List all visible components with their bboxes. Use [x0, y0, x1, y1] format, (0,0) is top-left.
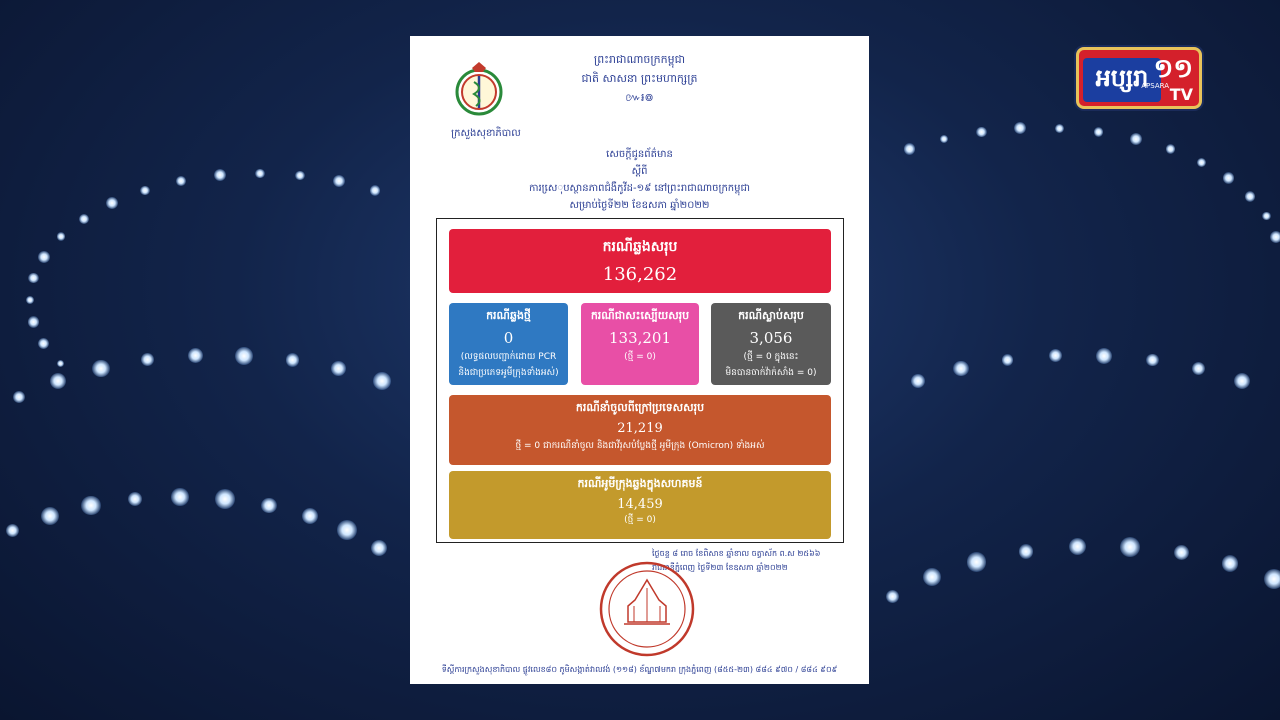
- light-dot: [128, 492, 142, 506]
- community-value: 14,459: [617, 497, 663, 512]
- light-dot: [57, 360, 64, 367]
- total-cases-card: [449, 229, 831, 293]
- new-cases-note: (លទ្ធផលបញ្ជាក់ដោយ PCR: [460, 352, 557, 362]
- light-dot: [1014, 122, 1026, 134]
- light-dot: [261, 498, 276, 513]
- light-dot: [215, 489, 235, 509]
- ornament-line: ៚៛៙: [625, 91, 654, 104]
- light-dot: [188, 348, 204, 364]
- light-dot: [6, 524, 19, 537]
- deaths-value: 3,056: [749, 329, 793, 347]
- deaths-note: មិនបានចាក់វ៉ាក់សាំង = 0): [725, 368, 817, 378]
- light-dot: [140, 186, 149, 195]
- light-dot: [50, 373, 66, 389]
- light-dot: [214, 169, 226, 181]
- statistics-panel: [436, 218, 844, 543]
- light-dot: [1174, 545, 1189, 560]
- covid-report-document: [410, 36, 869, 684]
- light-dot: [923, 568, 941, 586]
- new-cases-value: 0: [503, 329, 514, 347]
- light-dot: [1245, 191, 1255, 201]
- light-dot: [331, 361, 346, 376]
- light-dot: [1049, 349, 1063, 363]
- light-dot: [904, 143, 916, 155]
- light-dot: [1270, 231, 1280, 243]
- kingdom-line: ព្រះរាជាណាចក្រកម្ពុជា: [593, 53, 686, 66]
- channel-logo-tv: TV: [1169, 85, 1193, 104]
- light-dot: [1094, 127, 1104, 137]
- channel-logo-small-text: APSARA: [1141, 82, 1169, 90]
- light-dot: [41, 507, 59, 525]
- official-stamp-icon: [598, 560, 696, 658]
- light-dot: [371, 540, 387, 556]
- light-dot: [333, 175, 345, 187]
- document-footer: ទីស្តីការក្រសួងសុខាភិបាល ផ្លូវលេខ៨០ ភូមិសង្កាត់វាលវង់ (១១៨) ខ័ណ្ឌ៧មករា ក្រុងភ្នំពេញ (៨៥៥-២៣) ៨៨៤ ៩៧០ / ៨៨៤ ៩០៩: [441, 665, 838, 674]
- light-dot: [1262, 212, 1271, 221]
- total-cases-label: ករណីឆ្លងសរុប: [602, 239, 678, 255]
- recovered-label: ករណីជាសះស្បើយសរុប: [590, 309, 690, 322]
- deaths-label: ករណីស្លាប់សរុប: [738, 309, 804, 322]
- community-note: (ថ្មី = 0): [624, 515, 656, 525]
- recovered-value: 133,201: [608, 329, 672, 347]
- light-dot: [92, 360, 110, 378]
- recovered-card: [581, 303, 699, 385]
- new-cases-note: និងជាប្រភេទអូមីក្រុងទាំងអស់): [458, 368, 559, 378]
- issue-date: រាជធានីភ្នំពេញ ថ្ងៃទី២៣ ខែឧសភា ឆ្នាំ២០២២: [652, 563, 788, 572]
- light-dot: [953, 361, 969, 377]
- light-dot: [13, 391, 25, 403]
- light-dot: [38, 251, 50, 263]
- title-line: ការសេ្រុបស្ថានភាពជំងឺកូវីដ-១៩ នៅព្រះរាជាណាចក្រកម្ពុជា: [528, 183, 751, 194]
- new-cases-card: [449, 303, 568, 385]
- light-dot: [295, 171, 304, 180]
- light-dot: [1234, 373, 1250, 389]
- light-dot: [79, 214, 89, 224]
- light-dot: [1019, 544, 1033, 558]
- light-dot: [1166, 144, 1176, 154]
- imported-cases-card: [449, 395, 831, 465]
- light-dot: [1096, 348, 1112, 364]
- light-dot: [1192, 362, 1205, 375]
- light-dot: [976, 127, 986, 137]
- title-line: ស្តីពី: [631, 166, 648, 177]
- light-dot: [1130, 133, 1142, 145]
- light-dot: [255, 169, 265, 179]
- title-line: សម្រាប់ថ្ងៃទី២២ ខែឧសភា ឆ្នាំ២០២២: [569, 200, 710, 211]
- light-dot: [235, 347, 253, 365]
- light-dot: [171, 488, 188, 505]
- light-dot: [81, 496, 101, 516]
- light-dot: [57, 232, 66, 241]
- light-dot: [967, 552, 987, 572]
- channel-logo-number: ១១: [1153, 54, 1193, 84]
- light-dot: [1197, 158, 1206, 167]
- light-dot: [302, 508, 318, 524]
- channel-logo: [1076, 47, 1202, 109]
- total-cases-value: 136,262: [602, 264, 678, 285]
- light-dot: [373, 372, 391, 390]
- title-line: សេចក្តីជូនព័ត៌មាន: [606, 149, 673, 160]
- new-cases-label: ករណីឆ្លងថ្មី: [486, 309, 531, 322]
- light-dot: [1055, 124, 1064, 133]
- channel-logo-text: អប្សរា: [1083, 58, 1161, 102]
- light-dot: [1222, 555, 1238, 571]
- recovered-note: (ថ្មី = 0): [624, 352, 656, 362]
- light-dot: [106, 197, 118, 209]
- light-dot: [141, 353, 154, 366]
- light-dot: [1120, 537, 1140, 557]
- light-dot: [1069, 538, 1086, 555]
- light-dot: [1264, 569, 1280, 589]
- ministry-name: ក្រសួងសុខាភិបាល: [451, 128, 521, 139]
- light-dot: [911, 374, 925, 388]
- light-dot: [886, 590, 899, 603]
- community-label: ករណីអូមីក្រុងឆ្លងក្នុងសហគមន៍: [577, 477, 703, 490]
- light-dot: [337, 520, 357, 540]
- motto-line: ជាតិ សាសនា ព្រះមហាក្សត្រ: [581, 72, 698, 85]
- light-dot: [28, 316, 40, 328]
- imported-label: ករណីនាំចូលពីក្រៅប្រទេសសរុប: [575, 401, 705, 414]
- ministry-seal-icon: [454, 62, 504, 118]
- light-dot: [940, 135, 949, 144]
- lunar-date: ថ្ងៃចន្ទ ៨ រោច ខែពិសាខ ឆ្នាំខាល ចត្វាស័ក ព.ស ២៥៦៦: [652, 549, 821, 558]
- light-dot: [1223, 172, 1235, 184]
- light-dot: [1002, 354, 1013, 365]
- light-dot: [26, 296, 34, 304]
- imported-value: 21,219: [617, 421, 663, 436]
- light-dot: [28, 273, 39, 284]
- light-dot: [176, 176, 186, 186]
- light-dot: [370, 185, 380, 195]
- light-dot: [38, 338, 49, 349]
- light-dot: [286, 353, 300, 367]
- deaths-note: (ថ្មី = 0 ក្នុងនេះ: [743, 352, 799, 362]
- light-dot: [1146, 354, 1158, 366]
- deaths-card: [711, 303, 831, 385]
- community-cases-card: [449, 471, 831, 539]
- report-title: [410, 146, 869, 214]
- imported-note: ថ្មី = 0 ជាករណីនាំចូល និងជាវីរុសបំប្លែងថ្មី អូមីក្រុង (Omicron) ទាំងអស់: [515, 441, 765, 451]
